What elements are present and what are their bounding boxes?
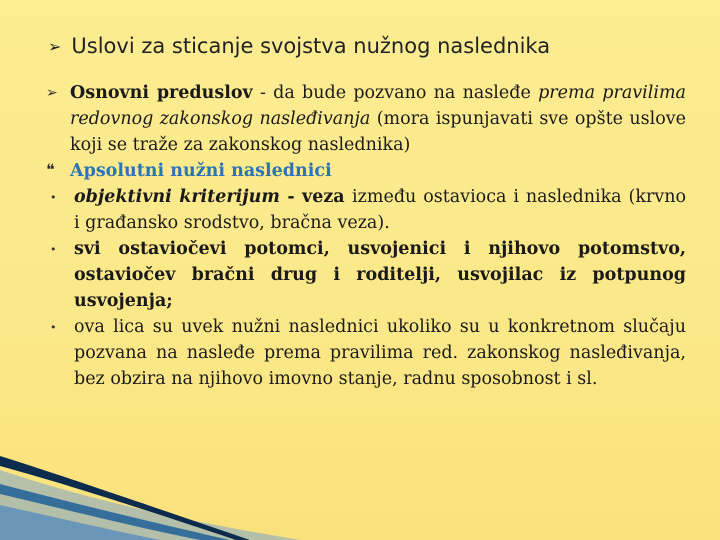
dot-bullet-icon: • <box>50 191 57 204</box>
subheading: Apsolutni nužni naslednici <box>70 161 332 181</box>
italic-text: prema pravilima redovnog zakonskog nasleđivanja <box>70 83 686 129</box>
bold-text: - veza <box>279 187 353 207</box>
arrow-bullet-icon: ➢ <box>48 36 62 56</box>
list-item <box>46 80 686 158</box>
slide-title <box>48 34 550 58</box>
list-item <box>46 314 686 392</box>
quote-bullet-icon: ❝ <box>46 160 55 179</box>
plain-text: - da bude pozvano na nasleđe <box>252 83 539 103</box>
list-item-text: ova lica su uvek nužni naslednici ukoliko su u konkretnom slučaju pozvana na nasleđe prema pravilima red. zakonskog nasleđivanja, bez obzira na njihovo imovno stanje, radnu sposobnost i sl. <box>74 317 686 389</box>
plain-text: između ostavioca i naslednika (krvno i građansko srodstvo, bračna veza). <box>74 187 687 233</box>
list-item <box>46 158 686 184</box>
plain-text: (mora ispunjavati sve opšte uslove koji se traže za zakonskog naslednika) <box>70 109 686 155</box>
slide-title-text: Uslovi za sticanje svojstva nužnog naslednika <box>71 34 551 58</box>
arrow-bullet-icon: ➢ <box>46 85 58 101</box>
list-item-text: svi ostaviočevi potomci, usvojenici i njihovo potomstvo, ostaviočev bračni drug i roditelji, usvojilac iz potpunog usvojenja; <box>74 239 686 311</box>
dot-bullet-icon: • <box>50 243 57 256</box>
bullet-list <box>46 80 686 392</box>
list-item-text <box>70 80 686 158</box>
emphasis-text: Osnovni preduslov <box>70 83 253 103</box>
list-item-text <box>74 184 686 236</box>
emphasis-text: objektivni kriterijum <box>74 187 280 207</box>
dot-bullet-icon: • <box>50 321 57 334</box>
list-item <box>46 184 686 236</box>
list-item <box>46 236 686 314</box>
